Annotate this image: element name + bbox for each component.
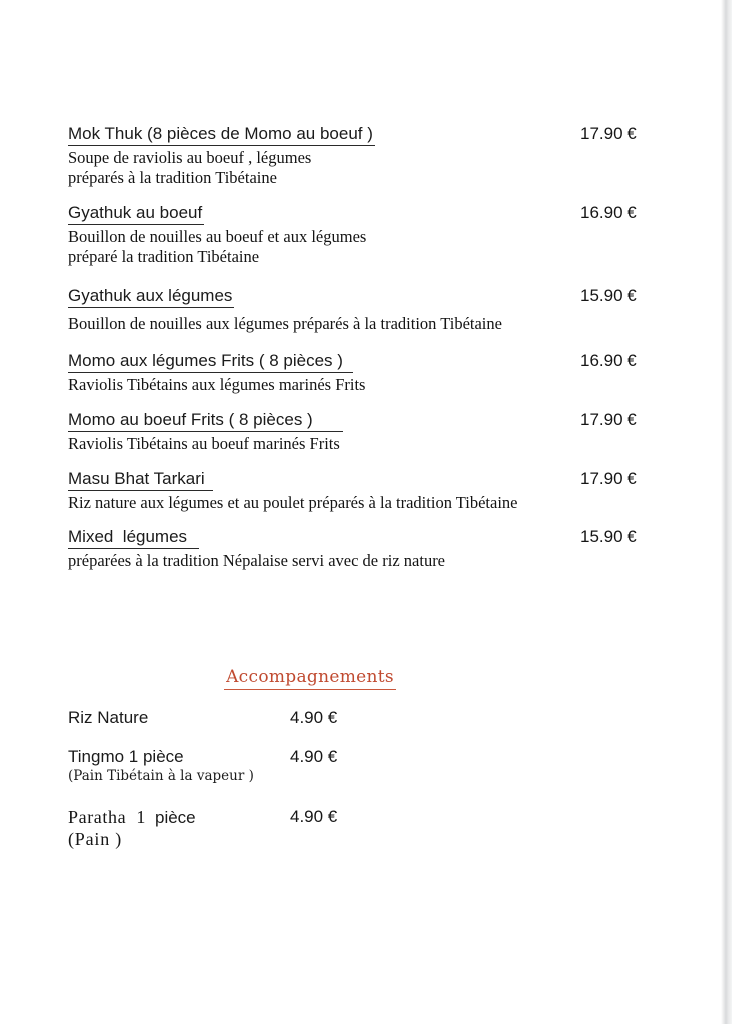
accompaniment-item [68, 707, 468, 729]
menu-item [68, 286, 668, 334]
accompaniment-price: 4.90 € [290, 747, 338, 766]
menu-item [68, 527, 668, 571]
accompaniment-item [68, 746, 468, 784]
item-description-line: préparés à la tradition Tibétaine [68, 167, 277, 187]
item-price: 15.90 € [580, 286, 637, 305]
menu-item [68, 469, 668, 513]
accompaniment-name: Paratha 1 [68, 807, 146, 827]
item-description-line: Riz nature aux légumes et au poulet préparés à la tradition Tibétaine [68, 493, 518, 512]
accompaniment-name: Tingmo 1 pièce [68, 747, 184, 766]
item-description-line: préparé la tradition Tibétaine [68, 246, 260, 266]
item-price: 16.90 € [580, 203, 637, 222]
item-title: Momo aux légumes Frits ( 8 pièces ) [68, 351, 353, 373]
item-title: Masu Bhat Tarkari [68, 469, 213, 491]
accompaniment-name: Riz Nature [68, 708, 149, 727]
item-description-line: Bouillon de nouilles au boeuf et aux légumes [68, 227, 367, 246]
item-title: Momo au boeuf Frits ( 8 pièces ) [68, 410, 343, 432]
item-price: 17.90 € [580, 410, 637, 429]
accompaniment-note: (Pain Tibétain à la vapeur ) [68, 768, 254, 784]
accompaniment-item [68, 806, 468, 850]
accompaniment-name-suffix: pièce [154, 808, 196, 827]
item-price: 16.90 € [580, 351, 637, 370]
item-description-line: préparées à la tradition Népalaise servi avec de riz nature [68, 551, 446, 570]
item-description-line: Raviolis Tibétains aux légumes marinés Frits [68, 375, 366, 394]
item-title: Gyathuk au boeuf [68, 203, 204, 225]
menu-item [68, 124, 668, 187]
item-title: Mok Thuk (8 pièces de Momo au boeuf ) [68, 124, 375, 146]
item-title: Gyathuk aux légumes [68, 286, 234, 308]
item-price: 17.90 € [580, 469, 637, 488]
item-title: Mixed légumes [68, 527, 199, 549]
section-heading-accompagnements [0, 666, 620, 690]
section-heading-text: Accompagnements [224, 666, 396, 690]
item-description-line: Raviolis Tibétains au boeuf marinés Frits [68, 434, 340, 453]
item-price: 15.90 € [580, 527, 637, 546]
item-description-line: Bouillon de nouilles aux légumes préparés à la tradition Tibétaine [68, 314, 502, 333]
menu-item [68, 203, 668, 266]
item-description-line: Soupe de raviolis au boeuf , légumes [68, 148, 312, 167]
accompaniment-price: 4.90 € [290, 807, 338, 826]
menu-item [68, 351, 668, 395]
accompaniment-note: (Pain ) [68, 829, 123, 849]
item-price: 17.90 € [580, 124, 637, 143]
page-edge-shadow [721, 0, 732, 1024]
accompaniment-price: 4.90 € [290, 708, 338, 727]
menu-item [68, 410, 668, 454]
